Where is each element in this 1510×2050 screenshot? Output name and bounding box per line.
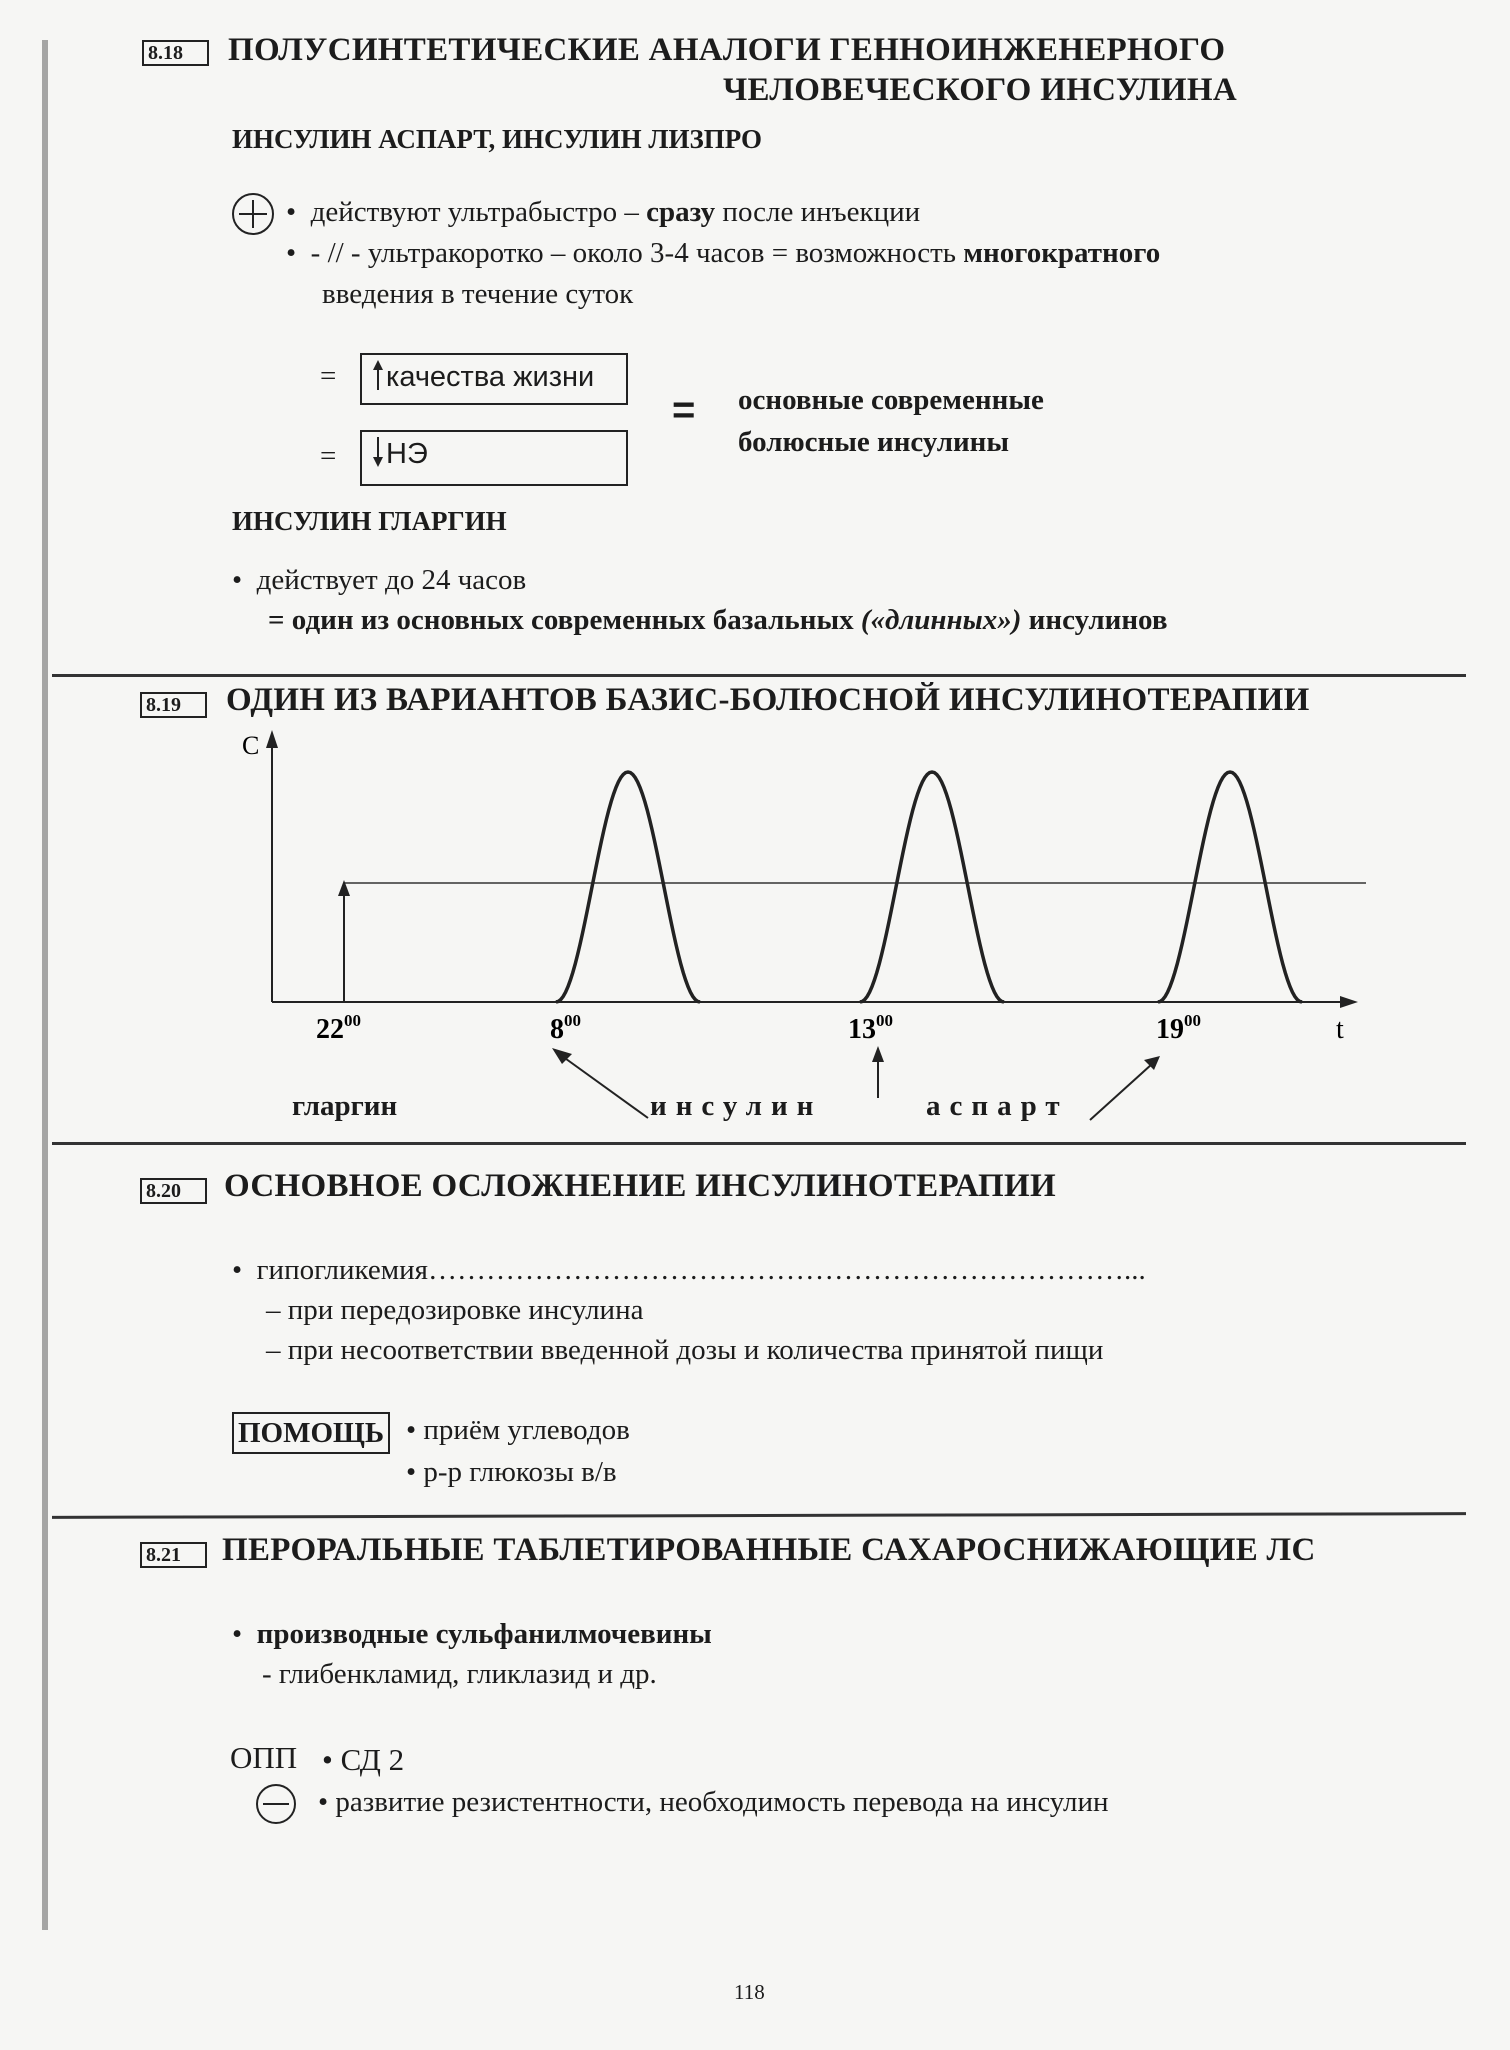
drawback-resistance: • развитие резистентности, необходимость перевода на инсулин [318,1786,1109,1818]
subheading-glargin: ИНСУЛИН ГЛАРГИН [232,506,507,536]
bullet-hypoglycemia: • гипогликемия………………………………………………………………... [232,1254,1146,1286]
equals-sign-1: = [320,360,337,392]
hypo-cause-overdose: – при передозировке инсулина [266,1294,644,1326]
indication-t2d: • СД 2 [322,1742,405,1777]
help-box: ПОМОЩЬ [232,1412,390,1454]
x-tick-1900: $19^{00}$ [1156,1011,1201,1045]
glargin-summary: = один из основных современных базальных («длинных») инсулинов [268,604,1168,636]
bolus-aspart-curve [556,772,1302,1002]
equals-sign-2: = [320,440,337,472]
big-equals-sign: = [672,388,696,432]
label-aspart: аспарт [926,1090,1069,1122]
divider-3 [52,1512,1466,1519]
x-axis-arrow [1340,996,1358,1008]
bullet-ultrashort: • - // - ультракоротко – около 3-4 часов = возможность многократного [286,237,1161,269]
sulfonylurea-examples: - глибенкламид, гликлазид и др. [262,1658,657,1690]
section-820-title: ОСНОВНОЕ ОСЛОЖНЕНИЕ ИНСУЛИНОТЕРАПИИ [224,1168,1056,1204]
label-insulin: инсулин [650,1090,823,1122]
help-carbs: • приём углеводов [406,1414,630,1446]
y-axis-label: С [242,731,260,760]
indications-label: ОПП [230,1740,298,1775]
result-line1: основные современные [738,384,1044,416]
y-axis-arrow [266,730,278,748]
x-tick-800: $8^{00}$ [550,1011,581,1045]
x-tick-2200: $22^{00}$ [316,1011,361,1045]
section-818-title-line1: ПОЛУСИНТЕТИЧЕСКИЕ АНАЛОГИ ГЕННОИНЖЕНЕРНОГО [228,32,1226,68]
section-number-820: 8.20 [140,1178,207,1204]
minus-circle-icon [256,1784,296,1824]
side-effects-box: НЭ [360,430,628,486]
plus-circle-icon [232,193,274,235]
divider-1 [52,674,1466,677]
section-number-819: 8.19 [140,692,207,718]
subheading-aspart-lispro: ИНСУЛИН АСПАРТ, ИНСУЛИН ЛИЗПРО [232,124,763,154]
section-number-818: 8.18 [142,40,209,66]
bullet-sulfonylureas: • производные сульфанилмочевины [232,1618,712,1650]
section-number-821: 8.21 [140,1542,207,1568]
section-819-title: ОДИН ИЗ ВАРИАНТОВ БАЗИС-БОЛЮСНОЙ ИНСУЛИНОТЕРАПИИ [226,682,1310,718]
label-glargin: гларгин [292,1090,398,1122]
bullet-ultrashort-cont: введения в течение суток [322,278,634,310]
result-line2: болюсные инсулины [738,426,1010,458]
insulin-label-arrows [530,1040,1170,1130]
help-glucose-iv: • р-р глюкозы в/в [406,1456,617,1488]
arrow-up-icon [370,358,386,392]
quality-of-life-box: качества жизни [360,353,628,405]
page-number: 118 [734,1980,765,2004]
divider-2 [52,1142,1466,1145]
basal-bolus-chart [230,720,1380,1050]
x-tick-1300: $13^{00}$ [848,1011,893,1045]
section-818-title-line2: ЧЕЛОВЕЧЕСКОГО ИНСУЛИНА [723,72,1237,108]
bullet-ultrafast: • действуют ультрабыстро – сразу после инъекции [286,196,921,228]
section-821-title: ПЕРОРАЛЬНЫЕ ТАБЛЕТИРОВАННЫЕ САХАРОСНИЖАЮЩИЕ ЛС [222,1532,1316,1568]
x-axis-label: t [1336,1014,1344,1045]
hypo-cause-mismatch: – при несоответствии введенной дозы и количества принятой пищи [266,1334,1104,1366]
bullet-glargin-24h: • действует до 24 часов [232,564,527,596]
page-spine-shadow [42,40,48,1930]
arrow-down-icon [370,435,386,469]
